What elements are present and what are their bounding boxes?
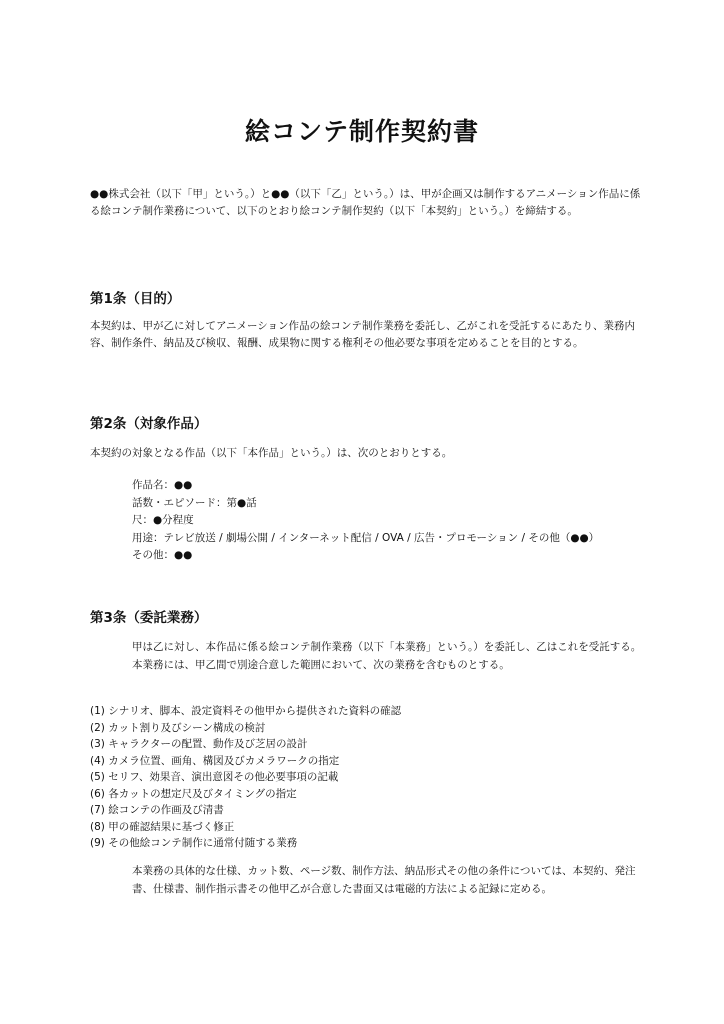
article-3-heading: 第3条（委託業務）	[90, 610, 208, 626]
list-item: (3) キャラクターの配置、動作及び芝居の設計	[90, 738, 308, 750]
article-3-task-list	[90, 703, 642, 852]
list-item: (2) カット割り及びシーン構成の検討	[90, 721, 266, 734]
list-item: (4) カメラ位置、画角、構図及びカメラワークの指定	[90, 754, 340, 767]
list-item: (7) 絵コンテの作画及び清書	[90, 804, 224, 816]
list-item: (9) その他絵コンテ制作に通常付随する業務	[90, 837, 298, 849]
article-3-body-1: 甲は乙に対し、本作品に係る絵コンテ制作業務（以下「本業務」という。）を委託し、乙はこれを受託する。	[132, 641, 642, 653]
article-2-item: 尺：●分程度	[132, 514, 194, 526]
article-3-body-2: 本業務には、甲乙間で別途合意した範囲において、次の業務を含むものとする。	[132, 658, 510, 671]
article-2-item: 用途：テレビ放送 / 劇場公開 / インターネット配信 / OVA / 広告・プロモーション / その他（●●）	[132, 531, 600, 544]
article-2-item-list	[132, 477, 644, 565]
article-2-item: 話数・エピソード：第●話	[132, 496, 257, 509]
article-3-body-3: 本業務の具体的な仕様、カット数、ページ数、制作方法、納品形式その他の条件については、本契約、発注書、仕様書、制作指示書その他甲乙が合意した書面又は電磁的方法による記録に定める。	[132, 865, 636, 895]
list-item: (6) 各カットの想定尺及びタイミングの指定	[90, 787, 297, 800]
article-2-item: その他：●●	[132, 549, 193, 561]
list-item: (1) シナリオ、脚本、設定資料その他甲から提供された資料の確認	[90, 705, 402, 717]
article-2-item: 作品名：●●	[132, 479, 193, 491]
article-3-intro	[132, 639, 644, 674]
article-2-body: 本契約の対象となる作品（以下「本作品」という。）は、次のとおりとする。	[90, 447, 453, 459]
list-item: (8) 甲の確認結果に基づく修正	[90, 820, 235, 833]
article-1-body: 本契約は、甲が乙に対してアニメーション作品の絵コンテ制作業務を委託し、乙がこれを受託するにあたり、業務内容、制作条件、納品及び検収、報酬、成果物に関する権利その他必要な事項を定めることを目的とする。	[90, 320, 636, 349]
article-1-heading: 第1条（目的）	[90, 291, 181, 307]
list-item: (5) セリフ、効果音、演出意図その他必要事項の記載	[90, 771, 339, 783]
document-title: 絵コンテ制作契約書	[244, 117, 479, 146]
article-2-heading: 第2条（対象作品）	[90, 416, 208, 432]
preamble-paragraph: ●●株式会社（以下「甲」という。）と●●（以下「乙」という。）は、甲が企画又は制作するアニメーション作品に係る絵コンテ制作業務について、以下のとおり絵コンテ制作契約（以下「本契約」という。）を締結する。	[90, 188, 641, 217]
